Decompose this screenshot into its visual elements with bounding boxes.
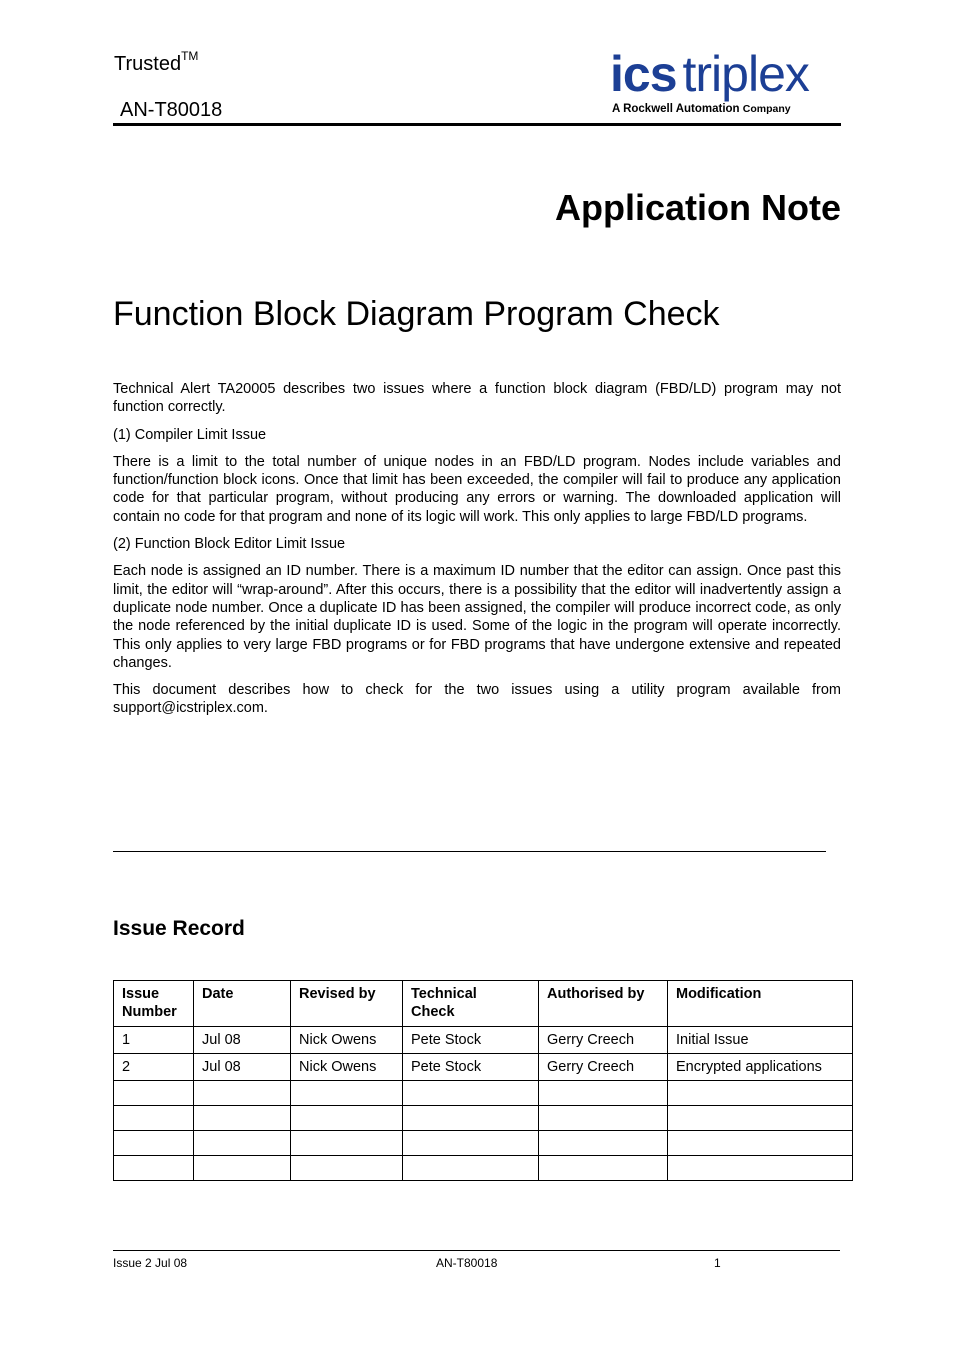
cell-authorised-by [539, 1081, 668, 1106]
cell-issue [114, 1131, 194, 1156]
table-row [114, 1131, 853, 1156]
cell-date: Jul 08 [194, 1027, 291, 1054]
page-title: Application Note [555, 187, 841, 228]
cell-modification [668, 1081, 853, 1106]
cell-technical-check [403, 1081, 539, 1106]
issue-1-paragraph: There is a limit to the total number of unique nodes in an FBD/LD program. Nodes include variables and function/function block icons. Once that limit has been exceeded, the compiler will fail to produce any application code for that particular program, without producing any errors or warning. The downloaded application will contain no code for that program and none of its logic will work. This only applies to large FBD/LD programs. [113, 453, 841, 525]
intro-paragraph: Technical Alert TA20005 describes two issues where a function block diagram (FBD/LD) program may not function correctly. [113, 381, 841, 416]
product-name [114, 50, 198, 80]
cell-technical-check [403, 1131, 539, 1156]
logo-wordmark [610, 46, 809, 102]
col-technical-check-line1: Technical [411, 986, 477, 1002]
cell-technical-check [403, 1106, 539, 1131]
issue-record-table [113, 980, 853, 1181]
cell-technical-check: Pete Stock [403, 1054, 539, 1081]
logo-tagline [612, 103, 791, 115]
cell-issue [114, 1156, 194, 1181]
table-row [114, 1106, 853, 1131]
cell-date: Jul 08 [194, 1054, 291, 1081]
col-issue-number-line2: Number [122, 1004, 177, 1020]
cell-revised-by [291, 1081, 403, 1106]
cell-date [194, 1156, 291, 1181]
cell-revised-by [291, 1131, 403, 1156]
header-divider [113, 123, 841, 126]
col-issue-number [114, 981, 194, 1027]
page-subtitle: Function Block Diagram Program Check [113, 295, 720, 333]
cell-technical-check: Pete Stock [403, 1027, 539, 1054]
company-logo [610, 46, 845, 122]
cell-authorised-by: Gerry Creech [539, 1054, 668, 1081]
issue-record-heading: Issue Record [113, 917, 245, 940]
section-divider [113, 851, 826, 852]
col-technical-check [403, 981, 539, 1027]
col-technical-check-line2: Check [411, 1004, 455, 1020]
document-number: AN-T80018 [120, 99, 223, 121]
cell-issue [114, 1106, 194, 1131]
cell-revised-by [291, 1106, 403, 1131]
cell-authorised-by: Gerry Creech [539, 1027, 668, 1054]
logo-triplex: triplex [682, 46, 809, 102]
logo-ics: ics [610, 46, 677, 102]
footer-doc-number: AN-T80018 [436, 1256, 498, 1270]
product-label: Trusted [114, 53, 182, 75]
body-text [113, 380, 841, 727]
footer-issue: Issue 2 Jul 08 [113, 1256, 188, 1270]
issue-1-heading: (1) Compiler Limit Issue [113, 426, 267, 443]
cell-modification [668, 1156, 853, 1181]
cell-revised-by: Nick Owens [291, 1027, 403, 1054]
cell-authorised-by [539, 1131, 668, 1156]
closing-paragraph: This document describes how to check for the two issues using a utility program available from support@icstriplex.com. [113, 682, 841, 717]
cell-issue: 2 [114, 1054, 194, 1081]
cell-date [194, 1081, 291, 1106]
table-row [114, 1081, 853, 1106]
issue-2-paragraph: Each node is assigned an ID number. There is a maximum ID number that the editor can assign. Once past this limit, the editor will “wrap-around”. After this occurs, there is a possibility that the editor will inadvertently assign a duplicate node number. Once a duplicate ID has been assigned, the compiler will produce incorrect code, as only the node referenced by the initial duplicate ID is used. Some of the logic in the program will operate incorrectly. This only applies to very large FBD programs or for FBD programs that have undergone extensive and repeated changes. [113, 563, 841, 671]
cell-authorised-by [539, 1106, 668, 1131]
col-revised-by: Revised by [291, 981, 403, 1027]
col-date: Date [194, 981, 291, 1027]
table-row [114, 1156, 853, 1181]
cell-issue [114, 1081, 194, 1106]
table-row [114, 1054, 853, 1081]
col-issue-number-line1: Issue [122, 986, 160, 1002]
cell-revised-by [291, 1156, 403, 1181]
cell-authorised-by [539, 1156, 668, 1181]
table-row [114, 1027, 853, 1054]
cell-modification [668, 1106, 853, 1131]
table-header-row [114, 981, 853, 1027]
cell-date [194, 1131, 291, 1156]
cell-issue: 1 [114, 1027, 194, 1054]
cell-modification: Initial Issue [668, 1027, 853, 1054]
footer-page-number: 1 [714, 1256, 721, 1270]
cell-date [194, 1106, 291, 1131]
trademark-mark: TM [181, 49, 199, 63]
cell-technical-check [403, 1156, 539, 1181]
logo-tagline-suffix: Company [742, 103, 791, 115]
logo-tagline-prefix: A Rockwell Automation [612, 103, 740, 115]
col-modification: Modification [668, 981, 853, 1027]
cell-modification [668, 1131, 853, 1156]
cell-modification: Encrypted applications [668, 1054, 853, 1081]
footer-divider [113, 1250, 840, 1251]
issue-2-heading: (2) Function Block Editor Limit Issue [113, 536, 346, 553]
cell-revised-by: Nick Owens [291, 1054, 403, 1081]
col-authorised-by: Authorised by [539, 981, 668, 1027]
